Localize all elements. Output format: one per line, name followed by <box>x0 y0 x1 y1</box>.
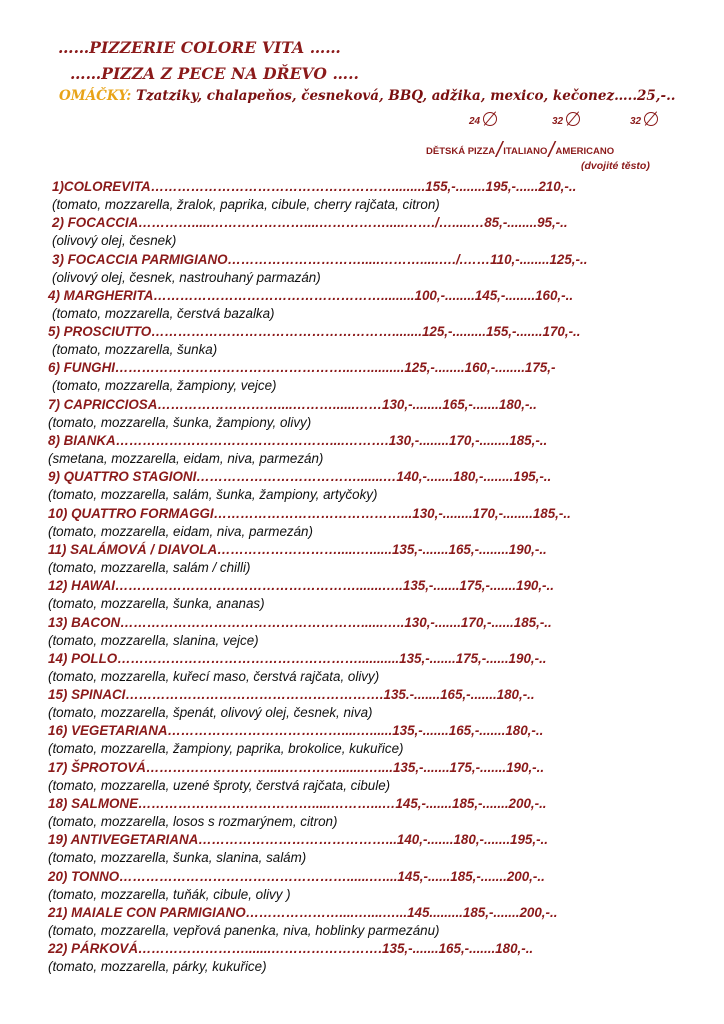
col-detska: DĚTSKÁ PIZZA <box>426 146 496 157</box>
sauces-text: Tzatziky, chalapeňos, česneková, BBQ, adžika, mexico, kečonez…..25,-.. <box>131 88 676 104</box>
item-ingredients: (tomato, mozzarella, eidam, niva, parmezán) <box>48 523 313 539</box>
menu-item <box>48 614 688 650</box>
menu-item <box>48 868 688 904</box>
item-ingredients: (tomato, mozzarella, žralok, paprika, cibule, cherry rajčata, citron) <box>52 197 440 212</box>
item-name-price: 1)COLOREVITA……………………………………………….........155,-........195,-......210,-.. <box>52 179 577 194</box>
item-name-price: 11) SALÁMOVÁ / DIAVOLA……………………….....…......135,-.......165,-........190,-.. <box>48 541 547 557</box>
item-ingredients: (tomato, mozzarella, salám / chilli) <box>48 559 251 575</box>
item-name-price: 6) FUNGHI……………………………………………...…..........125,-........160,-........175,- <box>48 360 556 376</box>
item-name-price: 7) CAPRICCIOSA………………………....………......……130,-........165,-.......180,-.. <box>48 396 537 412</box>
menu-item <box>48 396 688 432</box>
item-ingredients: (olivový olej, česnek, nastrouhaný parmazán) <box>52 269 321 285</box>
item-name-price: 14) POLLO………………………………………………...........135,-.......175,-......190,-.. <box>48 650 547 666</box>
item-name-price: 8) BIANKA…………………………………………....……….130,-........170,-........185,-.. <box>48 433 548 449</box>
slash-1: / <box>496 137 503 162</box>
item-ingredients: (tomato, mozzarella, vepřová panenka, niva, hoblinky parmezánu) <box>48 922 440 938</box>
menu-item <box>48 650 688 686</box>
menu-item <box>48 505 688 541</box>
menu-item <box>48 904 688 940</box>
item-name-price: 20) TONNO……………………………………………......…....145,-......185,-.......200,-.. <box>48 868 545 884</box>
item-ingredients: (tomato, mozzarella, špenát, olivový olej, česnek, niva) <box>48 705 373 721</box>
size-24-label: 24 <box>469 116 481 127</box>
diameter-icon <box>644 112 658 126</box>
double-dough-note: (dvojité těsto) <box>581 160 650 172</box>
item-name-price: 4) MARGHERITA…………………………………………….........100,-........145,-........160,-.. <box>48 287 574 303</box>
menu-item <box>48 795 688 831</box>
item-name-price: 22) PÁRKOVÁ…………………….......…………………….135,-.......165,-.......180,-.. <box>48 941 534 957</box>
menu-item <box>48 214 688 250</box>
diameter-icon <box>483 112 497 126</box>
item-ingredients: (tomato, mozzarella, šunka, slanina, salám) <box>48 850 307 866</box>
item-ingredients: (tomato, mozzarella, losos s rozmarýnem, citron) <box>48 814 338 830</box>
item-ingredients: (tomato, mozzarella, uzené šproty, čerstvá rajčata, cibule) <box>48 777 391 793</box>
menu-item <box>48 577 688 613</box>
menu-item <box>48 541 688 577</box>
item-name-price: 12) HAWAI……………………………………………….......…..135,-.......175,-.......190,-.. <box>48 578 554 594</box>
menu-item <box>48 287 688 323</box>
size-32-b <box>630 112 658 127</box>
item-ingredients: (tomato, mozzarella, slanina, vejce) <box>48 632 259 648</box>
menu-item <box>48 722 688 758</box>
item-ingredients: (smetana, mozzarella, eidam, niva, parmezán) <box>48 451 324 467</box>
title-pizzerie: ……PIZZERIE COLORE VITA …… <box>58 38 341 57</box>
menu-item <box>48 432 688 468</box>
pizza-menu-list <box>48 178 688 977</box>
item-ingredients: (tomato, mozzarella, párky, kukuřice) <box>48 959 267 975</box>
item-name-price: 15) SPINACI………………………………………………….135.-.......165,-.......180,-.. <box>48 687 535 703</box>
item-name-price: 21) MAIALE CON PARMIGIANO…………………....…....…...145.........185,-.......200,-.. <box>48 904 558 920</box>
item-ingredients: (tomato, mozzarella, čerstvá bazalka) <box>52 305 275 321</box>
menu-item <box>48 251 688 287</box>
menu-item <box>48 178 688 214</box>
item-ingredients: (tomato, mozzarella, žampiony, vejce) <box>52 378 277 394</box>
item-name-price: 9) QUATTRO STAGIONI……………………………….......…140,-.......180,-........195,-.. <box>48 469 552 485</box>
slash-2: / <box>548 137 555 162</box>
size-24 <box>469 112 497 127</box>
item-name-price: 5) PROSCIUTTO………………………………………………........125,-.........155,-.......170,-.. <box>48 324 581 340</box>
item-ingredients: (tomato, mozzarella, salám, šunka, žampiony, artyčoky) <box>48 487 378 503</box>
menu-item <box>48 831 688 867</box>
menu-item <box>48 759 688 795</box>
item-name-price: 18) SALMONE………………………………….....………...…145,-.......185,-.......200,-.. <box>48 796 547 812</box>
sauces-line <box>59 88 676 104</box>
diameter-icon <box>566 112 580 126</box>
menu-item <box>48 940 688 976</box>
item-ingredients: (tomato, mozzarella, kuřecí maso, čerstvá rajčata, olivy) <box>48 668 380 684</box>
item-ingredients: (tomato, mozzarella, šunka, žampiony, olivy) <box>48 414 312 430</box>
item-name-price: 2) FOCACCIA………….....…………………....…………….....……./….....…85,-........95,-.. <box>52 215 568 231</box>
menu-item <box>48 323 688 359</box>
item-ingredients: (tomato, mozzarella, šunka, ananas) <box>48 596 265 612</box>
item-name-price: 3) FOCACCIA PARMIGIANO………………………….....……….....…./.……110,-........125,-.. <box>52 251 588 267</box>
item-ingredients: (olivový olej, česnek) <box>52 233 177 249</box>
item-name-price: 10) QUATTRO FORMAGGI……………………………………...130,-........170,-........185,-.. <box>48 505 571 521</box>
item-ingredients: (tomato, mozzarella, žampiony, paprika, brokolice, kukuřice) <box>48 741 404 757</box>
title-pizza-pec: ……PIZZA Z PECE NA DŘEVO ….. <box>70 64 360 83</box>
size-32-a <box>552 112 580 127</box>
item-name-price: 16) VEGETARIANA…………………………………....…......135,-.......165,-.......180,-.. <box>48 723 544 739</box>
item-ingredients: (tomato, mozzarella, tuňák, cibule, olivy ) <box>48 886 291 902</box>
item-ingredients: (tomato, mozzarella, šunka) <box>52 342 218 358</box>
size-32a-label: 32 <box>552 116 564 127</box>
sauces-label: OMÁČKY: <box>59 88 132 104</box>
item-name-price: 19) ANTIVEGETARIANA……………………………………...140,-.......180,-.......195,-.. <box>48 832 549 848</box>
size-32b-label: 32 <box>630 116 642 127</box>
col-americano: AMERICANO <box>555 146 615 157</box>
menu-item <box>48 359 688 395</box>
menu-item <box>48 468 688 504</box>
item-name-price: 17) ŠPROTOVÁ……………………….....………….......…....135,-.......175,-.......190,-.. <box>48 759 545 775</box>
col-italiano: ITALIANO <box>503 146 548 157</box>
item-name-price: 13) BACON………………………………………………......…..130,-.......170,-......185,-.. <box>48 614 552 630</box>
menu-item <box>48 686 688 722</box>
